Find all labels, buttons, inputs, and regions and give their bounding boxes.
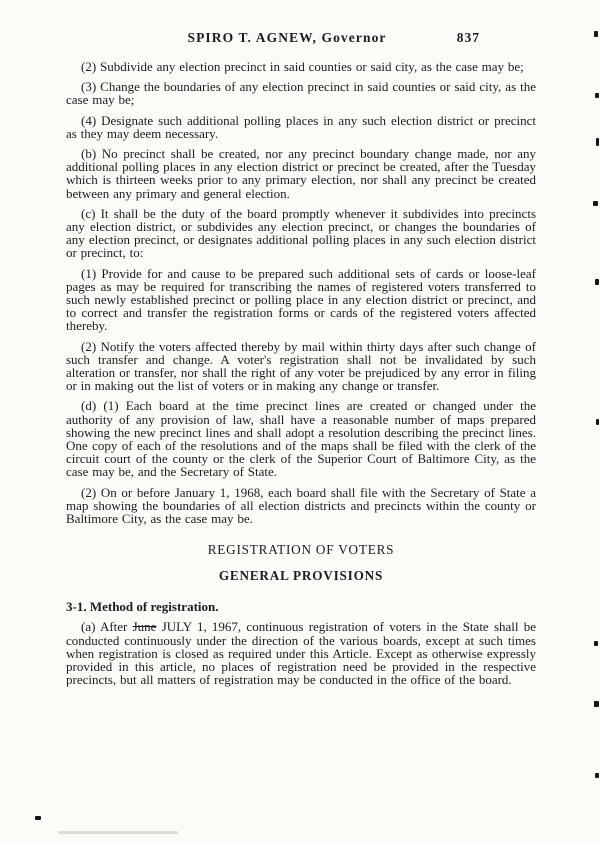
paragraph-a-struck-word: June xyxy=(132,619,157,635)
running-header-title: SPIRO T. AGNEW, Governor xyxy=(187,30,387,45)
paragraph-item-2: (2) Subdivide any election precinct in said counties or said city, as the case may be; xyxy=(81,59,524,74)
scan-artifact xyxy=(595,773,599,778)
page-header xyxy=(66,30,536,46)
paragraph-a-after: JULY 1, 1967, continuous registration of voters in the State shall be conducted continuously under the direction of the various boards, except at such times when registration is closed as required under this Article. Except as otherwise expressly provided in this article, no places of registration need be provided in the respective precincts, but all matters of registration may be conducted in the office of the board. xyxy=(66,619,537,688)
scan-artifact xyxy=(595,93,599,98)
scan-artifact xyxy=(596,419,599,425)
paragraph-item-4: (4) Designate such additional polling places in any such election district or precinct as they may deem necessary. xyxy=(66,112,536,141)
scan-artifact xyxy=(595,279,599,285)
section-heading-registration: REGISTRATION OF VOTERS xyxy=(207,542,395,558)
page-number: 837 xyxy=(456,30,480,45)
subsection-heading-method: 3-1. Method of registration. xyxy=(66,599,219,615)
section-heading-general-provisions: GENERAL PROVISIONS xyxy=(218,568,384,584)
scan-artifact xyxy=(596,138,599,146)
scan-artifact xyxy=(594,701,599,707)
scan-smudge xyxy=(58,831,178,834)
paragraph-d-2: (2) On or before January 1, 1968, each board shall file with the Secretary of State a map showing the boundaries of all election districts and precincts within the county or Baltimore City, as the case may be. xyxy=(66,484,536,527)
scan-artifact xyxy=(594,641,598,646)
paragraph-item-3: (3) Change the boundaries of any election precinct in said counties or said city, as the case may be; xyxy=(66,79,536,108)
paragraph-a xyxy=(66,620,536,686)
paragraph-c-2: (2) Notify the voters affected thereby by mail within thirty days after such change of such transfer and change. A voter's registration shall not be invalidated by such alteration or transfer, nor shall the right of any voter be prejudiced by any error in filing or in making out the list of voters or in making any change or transfer. xyxy=(66,338,536,394)
paragraph-d-1: (d) (1) Each board at the time precinct lines are created or changed under the authority of any provision of law, shall have a reasonable number of maps prepared showing the new precinct lines and shall adopt a resolution describing the precinct lines. One copy of each of the resolutions and of the maps shall be filed with the clerk of the circuit court of the county or the clerk of the Superior Court of Baltimore City, as the case may be, and the Secretary of State. xyxy=(66,398,536,480)
scan-artifact xyxy=(594,31,598,37)
paragraph-a-before: (a) After xyxy=(81,619,133,635)
paragraph-c-1: (1) Provide for and cause to be prepared such additional sets of cards or loose-leaf pages as may be required for transcribing the names of registered voters transferred to such newly established precinct or polling place in any election district or precinct, and to correct and transfer the registration forms or cards of the registered voters affected thereby. xyxy=(66,265,536,334)
scan-artifact xyxy=(35,816,41,820)
paragraph-b: (b) No precinct shall be created, nor any precinct boundary change made, nor any additional polling places in any election district or precinct be created, after the Tuesday which is thirteen weeks prior to any primary election, nor shall any precinct be created between any primary and general election. xyxy=(66,146,536,201)
paragraph-c: (c) It shall be the duty of the board promptly whenever it subdivides into precincts any election district, or subdivides any election precinct, or changes the boundaries of any election precinct, or designates additional polling places in any such election district or precinct, to: xyxy=(66,205,536,261)
scan-artifact xyxy=(593,201,598,206)
